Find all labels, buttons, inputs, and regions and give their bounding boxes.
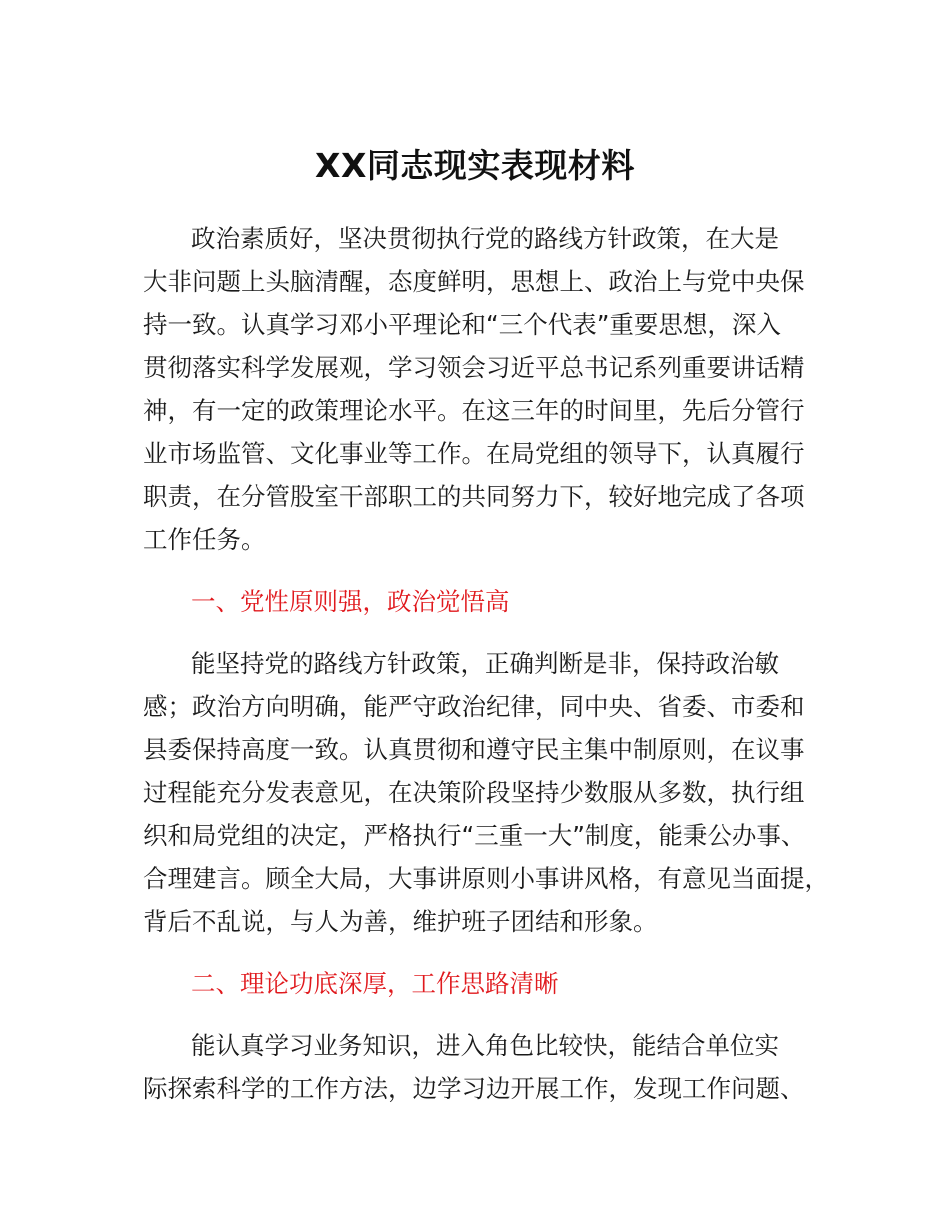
intro-line: 大非问题上头脑清醒，态度鲜明，思想上、政治上与党中央保 xyxy=(143,267,805,296)
intro-line: 神，有一定的政策理论水平。在这三年的时间里，先后分管行 xyxy=(143,396,805,425)
intro-line: 业市场监管、文化事业等工作。在局党组的领导下，认真履行 xyxy=(143,439,805,468)
intro-line: 持一致。认真学习邓小平理论和“三个代表”重要思想，深入 xyxy=(143,310,781,339)
section1-line: 县委保持高度一致。认真贯彻和遵守民主集中制原则，在议事 xyxy=(143,735,805,764)
section1-line: 织和局党组的决定，严格执行“三重一大”制度，能秉公办事、 xyxy=(143,821,806,850)
section1-line: 能坚持党的路线方针政策，正确判断是非，保持政治敏 xyxy=(191,649,779,678)
section-heading-2: 二、理论功底深厚，工作思路清晰 xyxy=(191,969,559,998)
section2-line: 能认真学习业务知识，进入角色比较快，能结合单位实 xyxy=(191,1031,779,1060)
intro-line: 工作任务。 xyxy=(143,525,266,554)
section1-line: 背后不乱说，与人为善，维护班子团结和形象。 xyxy=(143,907,658,936)
document-title: XX同志现实表现材料 xyxy=(315,146,635,185)
section1-line: 感；政治方向明确，能严守政治纪律，同中央、省委、市委和 xyxy=(143,692,805,721)
section2-line: 际探索科学的工作方法，边学习边开展工作，发现工作问题、 xyxy=(143,1074,805,1103)
section1-line: 过程能充分发表意见，在决策阶段坚持少数服从多数，执行组 xyxy=(143,778,805,807)
section1-line: 合理建言。顾全大局，大事讲原则小事讲风格，有意见当面提， xyxy=(143,864,829,893)
section-heading-1: 一、党性原则强，政治觉悟高 xyxy=(191,587,510,616)
intro-line: 贯彻落实科学发展观，学习领会习近平总书记系列重要讲话精 xyxy=(143,353,805,382)
intro-line: 政治素质好，坚决贯彻执行党的路线方针政策，在大是 xyxy=(191,224,779,253)
intro-line: 职责，在分管股室干部职工的共同努力下，较好地完成了各项 xyxy=(143,482,805,511)
